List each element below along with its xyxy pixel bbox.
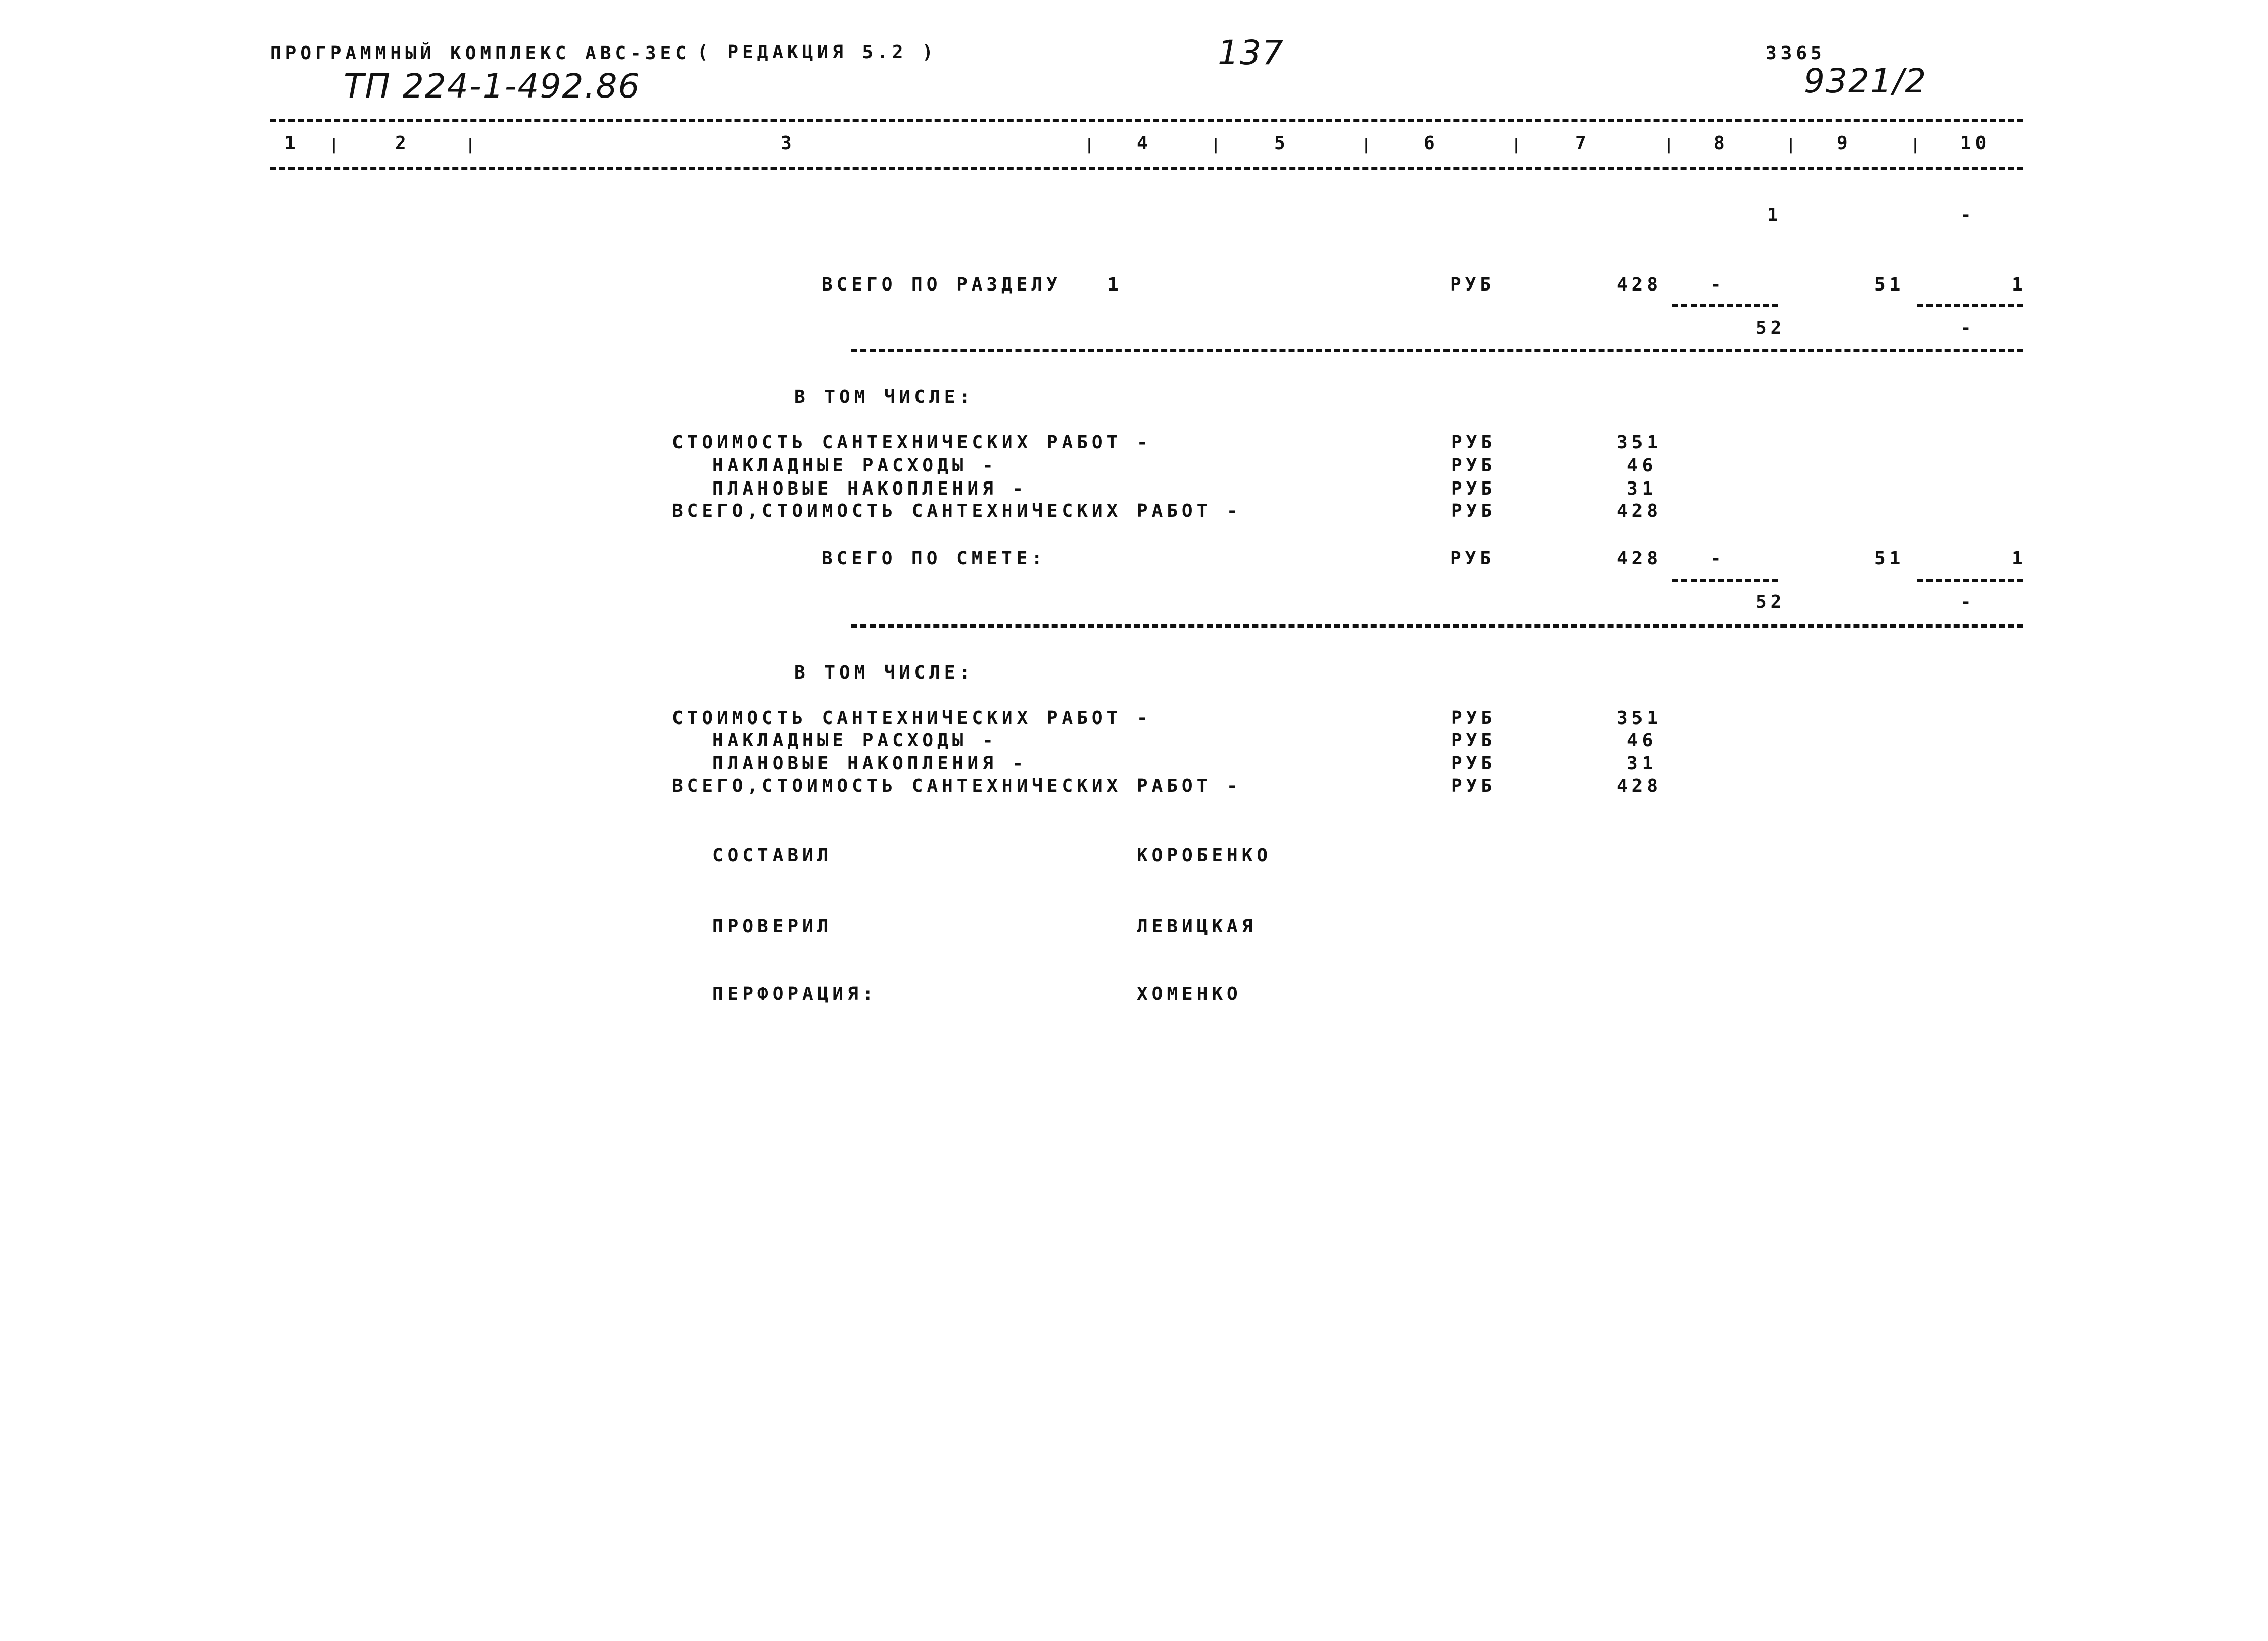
document-number: 9321/2 <box>1804 62 1927 101</box>
breakdown2-row-unit: РУБ <box>1451 708 1497 729</box>
section-total-subrule-col10 <box>1917 304 2023 307</box>
signature-name: ХОМЕНКО <box>1137 984 1242 1004</box>
breakdown2-row-label: ВСЕГО,СТОИМОСТЬ САНТЕХНИЧЕСКИХ РАБОТ - <box>672 776 1242 796</box>
section-total-amount: 428 <box>1617 274 1662 295</box>
header-rule-top <box>270 119 2023 122</box>
signature-role: ПРОВЕРИЛ <box>712 916 833 937</box>
breakdown1-row-unit: РУБ <box>1451 501 1497 521</box>
estimate-total-col9: 51 <box>1874 548 1905 569</box>
breakdown1-row-label: НАКЛАДНЫЕ РАСХОДЫ - <box>712 455 997 476</box>
col-7: 7 <box>1575 133 1590 154</box>
section-total-subrule-col8 <box>1672 304 1778 307</box>
col-separator: | <box>466 136 475 154</box>
header-rule-bottom <box>270 167 2023 170</box>
breakdown2-row-unit: РУБ <box>1451 776 1497 796</box>
col-3: 3 <box>781 133 796 154</box>
estimate-total-rule <box>851 624 2023 628</box>
section-total-col10: 1 <box>2012 274 2027 295</box>
breakdown2-row-value: 46 <box>1627 730 1657 751</box>
edition-label: ( РЕДАКЦИЯ 5.2 ) <box>697 42 937 63</box>
col-separator: | <box>1786 136 1796 154</box>
section-total-col10-lower: - <box>1960 318 1975 339</box>
estimate-total-subrule-col10 <box>1917 579 2023 582</box>
col-10: 10 <box>1960 133 1991 154</box>
breakdown1-row-value: 351 <box>1617 432 1662 453</box>
signature-role: ПЕРФОРАЦИЯ: <box>712 984 878 1004</box>
breakdown1-row-value: 31 <box>1627 478 1657 499</box>
sheet-number: 3365 <box>1766 43 1826 64</box>
estimate-total-col10-lower: - <box>1960 592 1975 612</box>
estimate-total-col10: 1 <box>2012 548 2027 569</box>
signature-role: СОСТАВИЛ <box>712 845 833 866</box>
section-total-rule <box>851 349 2023 352</box>
col-2: 2 <box>395 133 410 154</box>
estimate-total-subrule-col8 <box>1672 579 1778 582</box>
breakdown2-row-unit: РУБ <box>1451 730 1497 751</box>
signature-name: ЛЕВИЦКАЯ <box>1137 916 1257 937</box>
breakdown1-row-label: ВСЕГО,СТОИМОСТЬ САНТЕХНИЧЕСКИХ РАБОТ - <box>672 501 1242 521</box>
col-9: 9 <box>1837 133 1852 154</box>
col-6: 6 <box>1424 133 1439 154</box>
breakdown1-row-value: 46 <box>1627 455 1657 476</box>
breakdown2-row-value: 428 <box>1617 776 1662 796</box>
col-separator: | <box>1664 136 1674 154</box>
col-8: 8 <box>1714 133 1729 154</box>
breakdown1-title: В ТОМ ЧИСЛЕ: <box>794 387 975 407</box>
col-4: 4 <box>1137 133 1152 154</box>
col-1: 1 <box>284 133 300 154</box>
breakdown1-row-unit: РУБ <box>1451 432 1497 453</box>
breakdown2-title: В ТОМ ЧИСЛЕ: <box>794 662 975 683</box>
continuation-col10: - <box>1960 205 1975 225</box>
col-5: 5 <box>1274 133 1289 154</box>
breakdown1-row-unit: РУБ <box>1451 455 1497 476</box>
program-name: ПРОГРАММНЫЙ КОМПЛЕКС АВС-3ЕС <box>270 43 690 64</box>
breakdown1-row-label: СТОИМОСТЬ САНТЕХНИЧЕСКИХ РАБОТ - <box>672 432 1152 453</box>
breakdown2-row-label: ПЛАНОВЫЕ НАКОПЛЕНИЯ - <box>712 753 1028 774</box>
continuation-col8: 1 <box>1767 205 1782 225</box>
section-total-col9: 51 <box>1874 274 1905 295</box>
project-code: ТП 224-1-492.86 <box>344 67 641 106</box>
col-separator: | <box>1211 136 1221 154</box>
section-total-col8: - <box>1710 274 1725 295</box>
section-total-unit: РУБ <box>1450 274 1495 295</box>
breakdown2-row-unit: РУБ <box>1451 753 1497 774</box>
col-separator: | <box>1085 136 1094 154</box>
col-separator: | <box>1911 136 1920 154</box>
signature-name: КОРОБЕНКО <box>1137 845 1272 866</box>
breakdown2-row-value: 351 <box>1617 708 1662 729</box>
breakdown1-row-unit: РУБ <box>1451 478 1497 499</box>
breakdown1-row-label: ПЛАНОВЫЕ НАКОПЛЕНИЯ - <box>712 478 1028 499</box>
estimate-total-col8-lower: 52 <box>1756 592 1786 612</box>
section-total-number: 1 <box>1107 274 1123 295</box>
col-separator: | <box>1362 136 1371 154</box>
page-number: 137 <box>1218 33 1284 72</box>
breakdown2-row-value: 31 <box>1627 753 1657 774</box>
estimate-total-unit: РУБ <box>1450 548 1495 569</box>
breakdown2-row-label: СТОИМОСТЬ САНТЕХНИЧЕСКИХ РАБОТ - <box>672 708 1152 729</box>
breakdown2-row-label: НАКЛАДНЫЕ РАСХОДЫ - <box>712 730 997 751</box>
estimate-total-amount: 428 <box>1617 548 1662 569</box>
estimate-total-col8: - <box>1710 548 1725 569</box>
estimate-total-label: ВСЕГО ПО СМЕТЕ: <box>822 548 1047 569</box>
breakdown1-row-value: 428 <box>1617 501 1662 521</box>
col-separator: | <box>329 136 339 154</box>
col-separator: | <box>1512 136 1521 154</box>
section-total-label: ВСЕГО ПО РАЗДЕЛУ <box>822 274 1061 295</box>
section-total-col8-lower: 52 <box>1756 318 1786 339</box>
